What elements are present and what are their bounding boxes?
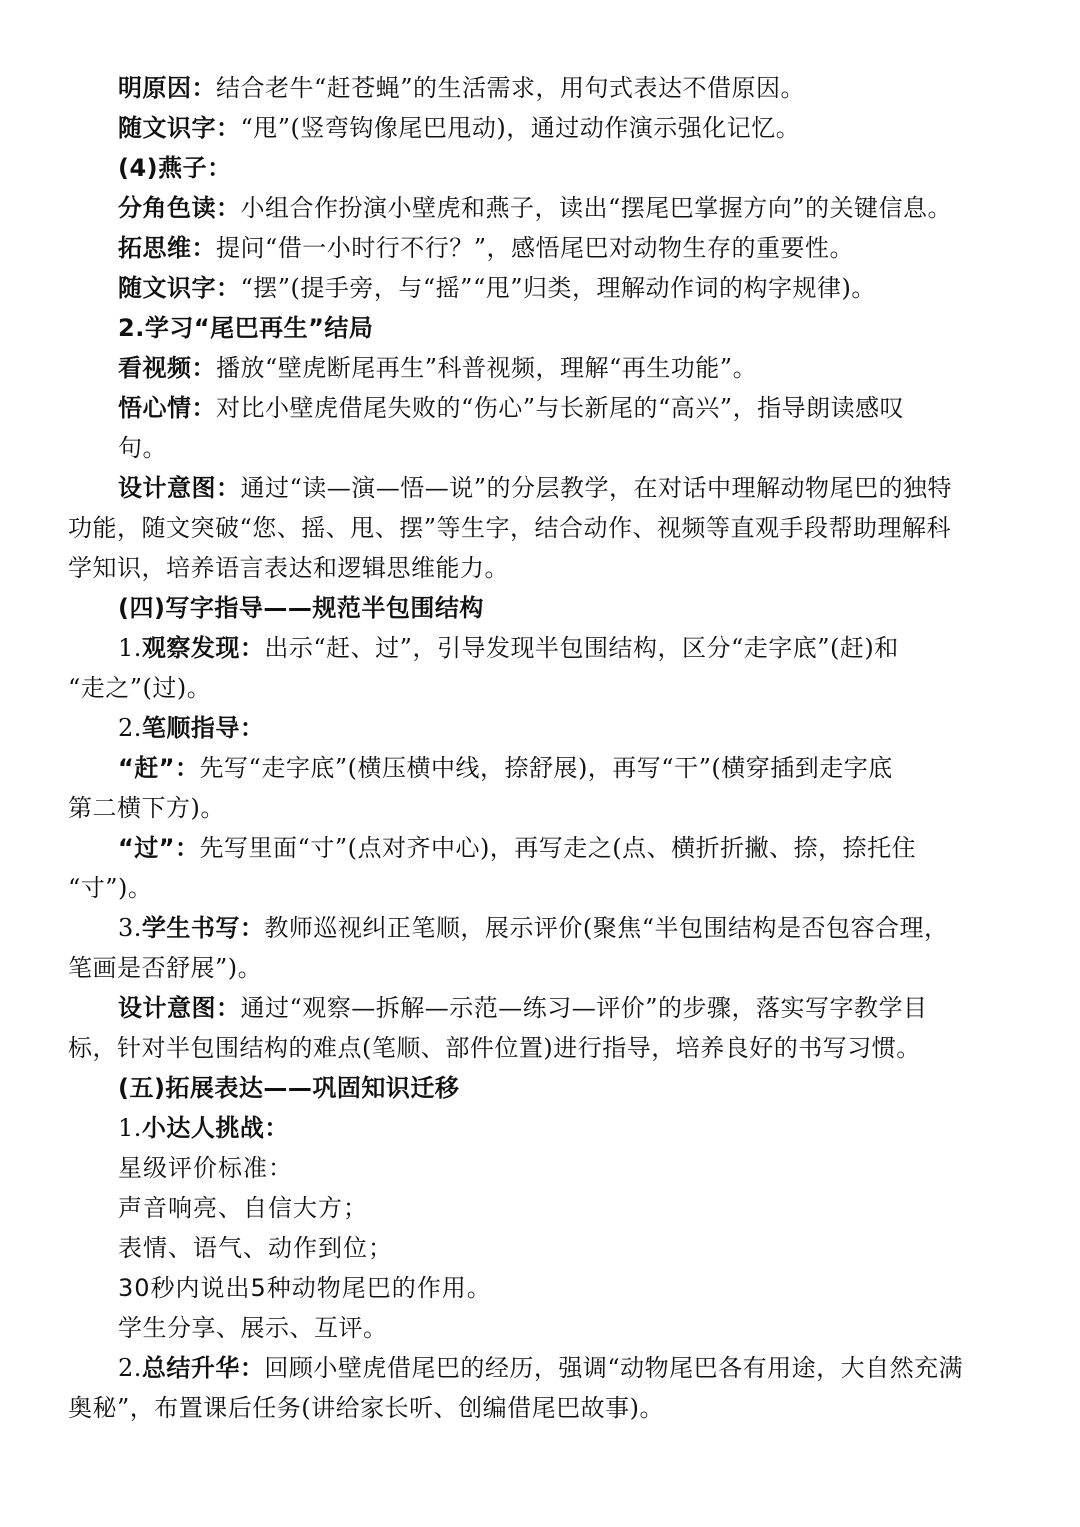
line-gan: “赶”：先写“走字底”(横压横中线，捺舒展)，再写“干”(横穿插到走字底 [118, 754, 893, 782]
line-rating-voice: 声音响亮、自信大方； [118, 1194, 368, 1222]
line-stroke-guide: 2.笔顺指导： [118, 714, 265, 742]
line-observe-cont: “走之”(过)。 [68, 674, 212, 702]
line-student-writing: 3.学生书写：教师巡视纠正笔顺，展示评价(聚焦“半包围结构是否包容合理， [118, 914, 949, 942]
line-student-writing-cont: 笔画是否舒展”)。 [68, 954, 263, 982]
line-guo-cont: “寸”)。 [68, 874, 153, 902]
line-char-shuai: 随文识字：“甩”(竖弯钩像尾巴甩动)，通过动作演示强化记忆。 [118, 114, 801, 142]
section-heading-writing: (四)写字指导——规范半包围结构 [118, 594, 484, 622]
line-rating-standard: 星级评价标准： [118, 1154, 293, 1182]
line-summary: 2.总结升华：回顾小壁虎借尾巴的经历，强调“动物尾巴各有用途，大自然充满 [118, 1354, 964, 1382]
line-char-bai: 随文识字：“摆”(提手旁，与“摇”“甩”归类，理解动作词的构字规律)。 [118, 274, 876, 302]
line-thinking: 拓思维：提问“借一小时行不行？”，感悟尾巴对动物生存的重要性。 [118, 234, 855, 262]
line-rating-tails: 30秒内说出5种动物尾巴的作用。 [118, 1274, 492, 1302]
line-observe: 1.观察发现：出示“赶、过”，引导发现半包围结构，区分“走字底”(赶)和 [118, 634, 899, 662]
line-share: 学生分享、展示、互评。 [118, 1314, 388, 1342]
line-mood-cont: 句。 [118, 434, 167, 462]
line-intent-1-end: 学知识，培养语言表达和逻辑思维能力。 [68, 554, 509, 582]
line-role-reading: 分角色读：小组合作扮演小壁虎和燕子，读出“摆尾巴掌握方向”的关键信息。 [118, 194, 953, 222]
line-intent-1-cont: 功能，随文突破“您、摇、甩、摆”等生字，结合动作、视频等直观手段帮助理解科 [68, 514, 952, 542]
line-intent-2: 设计意图：通过“观察—拆解—示范—练习—评价”的步骤，落实写字教学目 [118, 994, 928, 1022]
line-gan-cont: 第二横下方)。 [68, 794, 225, 822]
line-intent-1: 设计意图：通过“读—演—悟—说”的分层教学，在对话中理解动物尾巴的独特 [118, 474, 953, 502]
line-video: 看视频：播放“壁虎断尾再生”科普视频，理解“再生功能”。 [118, 354, 758, 382]
line-intent-2-cont: 标，针对半包围结构的难点(笔顺、部件位置)进行指导，培养良好的书写习惯。 [68, 1034, 921, 1062]
line-swallow-heading: (4)燕子： [118, 154, 232, 182]
line-summary-cont: 奥秘”，布置课后任务(讲给家长听、创编借尾巴故事)。 [68, 1394, 664, 1422]
line-guo: “过”：先写里面“寸”(点对齐中心)，再写走之(点、横折折撇、捺，捺托住 [118, 834, 917, 862]
line-rating-expression: 表情、语气、动作到位； [118, 1234, 393, 1262]
line-mood: 悟心情：对比小壁虎借尾失败的“伤心”与长新尾的“高兴”，指导朗读感叹 [118, 394, 905, 422]
line-regen-heading: 2.学习“尾巴再生”结局 [118, 314, 374, 342]
line-challenge: 1.小达人挑战： [118, 1114, 289, 1142]
section-heading-expand: (五)拓展表达——巩固知识迁移 [118, 1074, 460, 1102]
line-reason: 明原因：结合老牛“赶苍蝇”的生活需求，用句式表达不借原因。 [118, 74, 806, 102]
